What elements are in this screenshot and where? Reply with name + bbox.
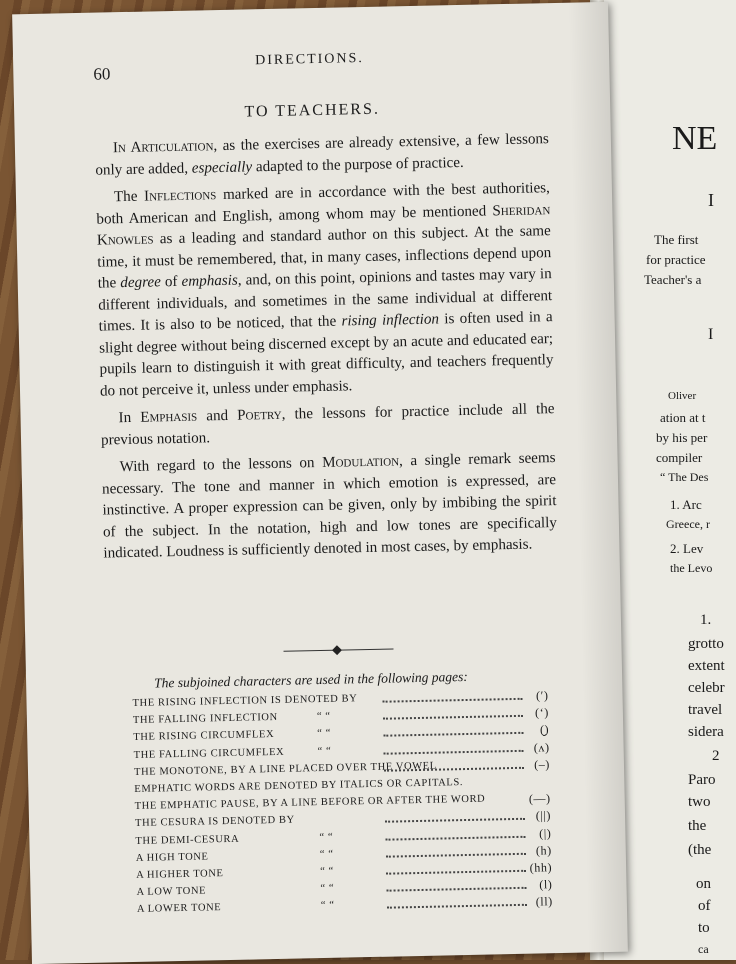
text-run: The	[113, 188, 145, 206]
notation-symbol: (h)	[535, 842, 552, 858]
dot-leader	[385, 818, 525, 823]
legend-label: A HIGH TONE	[135, 851, 209, 864]
body-paragraph	[96, 178, 554, 402]
dot-leader	[384, 749, 524, 754]
text-run: is often used in a slight degree without being discerned except by an acute and educated ear; pupils learn to distinguish it with great difficulty, and teachers frequently do not perceive it, unless under emphasis.	[98, 309, 554, 400]
right-page-fragment: of	[698, 898, 711, 914]
small-caps-term: In Articulation	[112, 138, 214, 157]
right-page-fragment: the Levo	[670, 561, 713, 575]
text-run: , the lessons for practice include all the previous notation.	[100, 401, 555, 449]
right-page-fragment: extent	[688, 658, 725, 674]
right-page-fragment: for practice	[646, 252, 706, 267]
right-page-fragment: The first	[654, 232, 699, 247]
text-run: In	[118, 409, 141, 427]
text-run: With regard to the lessons on	[119, 454, 323, 476]
right-page-fragment: by his per	[656, 430, 708, 445]
right-page-fragment: on	[696, 876, 711, 892]
body-paragraph	[101, 448, 557, 565]
right-page-fragment: sidera	[688, 724, 724, 740]
body-paragraph	[100, 399, 555, 451]
left-page	[12, 2, 628, 964]
legend-label: A HIGHER TONE	[136, 867, 224, 881]
legend-label: THE RISING CIRCUMFLEX	[133, 729, 275, 744]
notation-symbol: (ʌ)	[533, 739, 550, 755]
notation-symbol: (|)	[539, 825, 552, 840]
right-page-fragment: 2	[712, 748, 720, 764]
ditto-marks: “ “	[320, 865, 334, 877]
right-page-fragment: 1. Arc	[670, 497, 702, 512]
ditto-marks: “ “	[319, 831, 334, 843]
right-page-fragment: travel	[688, 702, 723, 718]
ditto-marks: “ “	[319, 848, 334, 860]
legend-label: THE FALLING CIRCUMFLEX	[133, 746, 285, 761]
right-page-fragment: 1.	[700, 612, 712, 628]
legend-label: THE CESURA IS DENOTED BY	[134, 814, 295, 830]
notation-symbol: (̬)	[539, 722, 550, 737]
right-page-fragment: to	[698, 920, 710, 936]
text-run: , and, on this point, opinions and tastes may vary in different individuals, and sometimes in the same individual at different times. It is also to be noticed, that the	[98, 266, 553, 335]
legend-label: THE DEMI-CESURA	[135, 833, 240, 847]
small-caps-term: Emphasis	[140, 408, 198, 426]
dot-leader	[385, 835, 525, 840]
right-page-fragment: ation at t	[660, 410, 706, 425]
ditto-marks: “ “	[317, 728, 332, 740]
notation-symbol: (hh)	[529, 860, 553, 875]
small-caps-term: Modulation	[321, 453, 400, 471]
right-page-fragment: two	[688, 794, 711, 810]
text-run: , as the exercises are already extensive, a few lessons only are added,	[95, 131, 550, 179]
notation-symbol: (–)	[533, 756, 551, 772]
legend-intro: The subjoined characters are used in the following pages:	[153, 668, 468, 691]
right-page-fragment: grotto	[688, 636, 724, 652]
dot-leader	[383, 715, 523, 720]
ditto-marks: “ “	[320, 882, 335, 895]
right-page-fragment: “ The Des	[660, 470, 709, 484]
right-page-fragment: ca	[698, 942, 709, 956]
right-page-fragment: Greece, r	[666, 517, 710, 531]
notation-symbol: (ʻ)	[534, 705, 550, 720]
ditto-marks: “ “	[317, 745, 332, 757]
italic-term: emphasis	[181, 272, 238, 290]
italic-term: degree	[120, 274, 161, 292]
body-paragraph	[95, 129, 550, 181]
dot-leader	[387, 887, 527, 892]
text-run: , a single remark seems necessary. The tone and manner in which emotion is expressed, are instinctive. A proper expression can be given, only by imbibing the spirit of the subject. In the notation, high and low tones are specifically indicated. Loudness is sufficiently denoted in most cases, by emphasis.	[101, 450, 558, 562]
right-page-fragment: I	[708, 326, 714, 343]
right-page-fragment: NE	[672, 120, 718, 157]
notation-symbol: (ll)	[535, 894, 553, 909]
notation-symbol: (l)	[539, 877, 553, 892]
legend-label: A LOW TONE	[136, 885, 207, 898]
running-head: DIRECTIONS.	[254, 50, 365, 69]
text-run: adapted to the purpose of practice.	[251, 154, 464, 175]
legend-label: THE RISING INFLECTION IS DENOTED BY	[132, 693, 358, 709]
notation-symbol: (||)	[535, 808, 552, 823]
italic-term: especially	[191, 158, 253, 177]
right-page-fragment: the	[688, 818, 707, 834]
page-number: 60	[93, 64, 111, 84]
right-page-fragment: Paro	[688, 772, 716, 788]
small-caps-term: Sheridan Knowles	[96, 201, 551, 249]
dot-leader	[386, 852, 526, 857]
right-page-fragment: 2. Lev	[670, 541, 704, 556]
legend-label: THE EMPHATIC PAUSE, BY A LINE BEFORE OR AFTER THE WORD	[134, 793, 486, 813]
text-run: and	[197, 407, 238, 425]
dot-leader	[383, 732, 523, 737]
notation-symbol: (ʹ)	[535, 688, 549, 703]
italic-term: rising inflection	[341, 311, 440, 330]
legend-label: A LOWER TONE	[136, 902, 222, 916]
text-run: marked are in accordance with the best authorities, both American and English, among whom may be mentioned	[96, 180, 551, 228]
notation-legend	[132, 689, 567, 921]
small-caps-term: Poetry	[237, 406, 282, 424]
small-caps-term: Inflections	[143, 187, 217, 205]
ditto-marks: “ “	[320, 900, 335, 912]
dot-leader	[383, 698, 523, 703]
dot-leader	[387, 904, 527, 909]
legend-label: THE FALLING INFLECTION	[132, 712, 278, 727]
body-text	[95, 129, 558, 571]
text-run: as a leading and standard author on this subject. At the same time, it must be remembered, that, in many cases, inflections depend upon the	[97, 223, 552, 292]
right-page-fragment: Oliver	[668, 390, 697, 402]
right-page-fragment: celebr	[688, 680, 725, 696]
right-page-fragment: compiler	[656, 450, 703, 465]
legend-label: THE MONOTONE, BY A LINE PLACED OVER THE VOWEL	[133, 760, 437, 778]
notation-symbol: (—)	[528, 791, 551, 806]
dot-leader	[386, 870, 526, 875]
right-page-fragment: (the	[688, 842, 712, 858]
legend-label: EMPHATIC WORDS ARE DENOTED BY ITALICS OR CAPITALS.	[134, 777, 464, 795]
section-title: TO TEACHERS.	[244, 100, 381, 121]
right-page-fragment: I	[708, 190, 714, 210]
ditto-marks: “ “	[316, 711, 331, 723]
ornament-diamond-icon	[332, 645, 342, 655]
right-page-fragment: Teacher's a	[644, 272, 702, 287]
text-run: of	[160, 273, 182, 291]
